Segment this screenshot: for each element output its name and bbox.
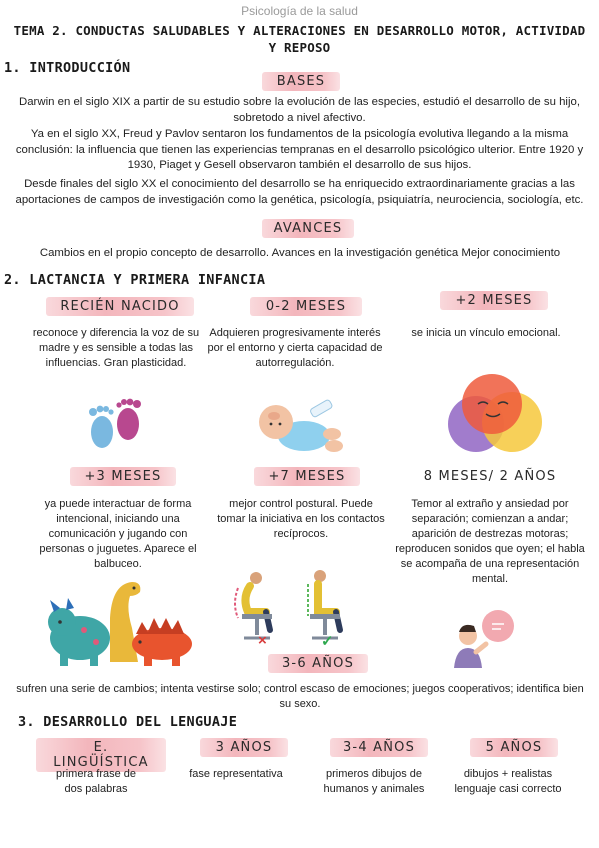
baby-feet-icon bbox=[80, 398, 150, 450]
page-header: Psicología de la salud bbox=[241, 4, 358, 18]
emotion-faces-icon bbox=[438, 370, 546, 454]
stage-plus-7-months-text: mejor control postural. Puede tomar la iniciativa en los contactos recíprocos. bbox=[217, 498, 385, 540]
bases-paragraph-2: Ya en el siglo XX, Freud y Pavlov sentaron los fundamentos de la psicología evolutiva llegando a la misma conclusión: la influencia que tienen las experiencias tempranas en el desarrollo psicológico ulterior. Entre 1920 y 1930, Piaget y Gesell observaron también el desarrollo de sus hijos. bbox=[15, 128, 584, 172]
dinosaurs-icon bbox=[40, 578, 200, 668]
stage-8-months-2-years-text: Temor al extraño y ansiedad por separación; comienzan a andar; aparición de destrezas motoras; reproducen sonidos que oyen; el habla se acompaña de una representación mental. bbox=[395, 498, 585, 585]
section-3-heading: 3. DESARROLLO DEL LENGUAJE bbox=[18, 714, 238, 730]
stage-plus-7-months-tag: +7 MESES bbox=[254, 467, 360, 486]
section-1-heading: 1. INTRODUCCIÓN bbox=[4, 60, 131, 76]
bases-tag: BASES bbox=[262, 72, 340, 91]
stage-0-2-months-text: Adquieren progresivamente interés por el entorno y cierta capacidad de autorregulación. bbox=[207, 327, 383, 369]
stage-plus-3-months-text: ya puede interactuar de forma intencional, iniciando una comunicación y jugando con personas o juguetes. Aparece el balbuceo. bbox=[39, 498, 197, 570]
stage-3-6-years-tag: 3-6 AÑOS bbox=[268, 654, 368, 673]
stage-8-months-2-years-tag: 8 MESES/ 2 AÑOS bbox=[423, 469, 557, 484]
stage-plus-2-months-text: se inicia un vínculo emocional. bbox=[411, 327, 561, 339]
stage-newborn-text: reconoce y diferencia la voz de su madre y es sensible a todas las influencias. Gran plasticidad. bbox=[32, 327, 200, 369]
stage-3-6-years-text: sufren una serie de cambios; intenta vestirse solo; control escaso de emociones; juegos cooperativos; identifica bien su sexo. bbox=[16, 683, 584, 710]
stage-0-2-months-tag: 0-2 MESES bbox=[250, 297, 362, 316]
bases-paragraph-3: Desde finales del siglo XX el conocimiento del desarrollo se ha enriquecido extraordinariamente gracias a las aportaciones de campos de investigación como la genética, psicología, psiquiatría, neurociencia, sociología, etc. bbox=[15, 178, 584, 206]
baby-bottle-icon bbox=[252, 394, 348, 456]
lang-stage-3-years-tag: 3 AÑOS bbox=[200, 738, 288, 757]
wrong-posture-mark: × bbox=[258, 632, 267, 649]
avances-text: Cambios en el propio concepto de desarrollo. Avances en la investigación genética Mejor conocimiento bbox=[39, 247, 561, 259]
lang-stage-linguistic-text: primera frase de dos palabras bbox=[55, 768, 137, 795]
lang-stage-5-years-tag: 5 AÑOS bbox=[470, 738, 558, 757]
lang-stage-3-4-years-tag: 3-4 AÑOS bbox=[330, 738, 428, 757]
section-2-heading: 2. LACTANCIA Y PRIMERA INFANCIA bbox=[4, 272, 266, 288]
page-title: TEMA 2. CONDUCTAS SALUDABLES Y ALTERACIONES EN DESARROLLO MOTOR, ACTIVIDAD Y REPOSO bbox=[13, 23, 586, 55]
stage-plus-2-months-tag: +2 MESES bbox=[440, 291, 548, 310]
stage-plus-3-months-tag: +3 MESES bbox=[70, 467, 176, 486]
lang-stage-3-4-years-text: primeros dibujos de humanos y animales bbox=[323, 768, 425, 795]
talking-person-icon bbox=[452, 606, 522, 668]
lang-stage-5-years-text: dibujos + realistas lenguaje casi correcto bbox=[454, 768, 562, 795]
bases-paragraph-1: Darwin en el siglo XIX a partir de su estudio sobre la evolución de las especies, estudió el desarrollo de su hijo, sobretodo a nivel afectivo. bbox=[19, 96, 580, 124]
stage-newborn-tag: RECIÉN NACIDO bbox=[46, 297, 194, 316]
right-posture-mark: ✓ bbox=[321, 633, 334, 650]
avances-tag: AVANCES bbox=[262, 219, 354, 238]
lang-stage-3-years-text: fase representativa bbox=[189, 768, 283, 780]
posture-chairs-icon bbox=[228, 568, 358, 648]
lang-stage-linguistic-tag: E. LINGÜÍSTICA bbox=[36, 738, 166, 772]
